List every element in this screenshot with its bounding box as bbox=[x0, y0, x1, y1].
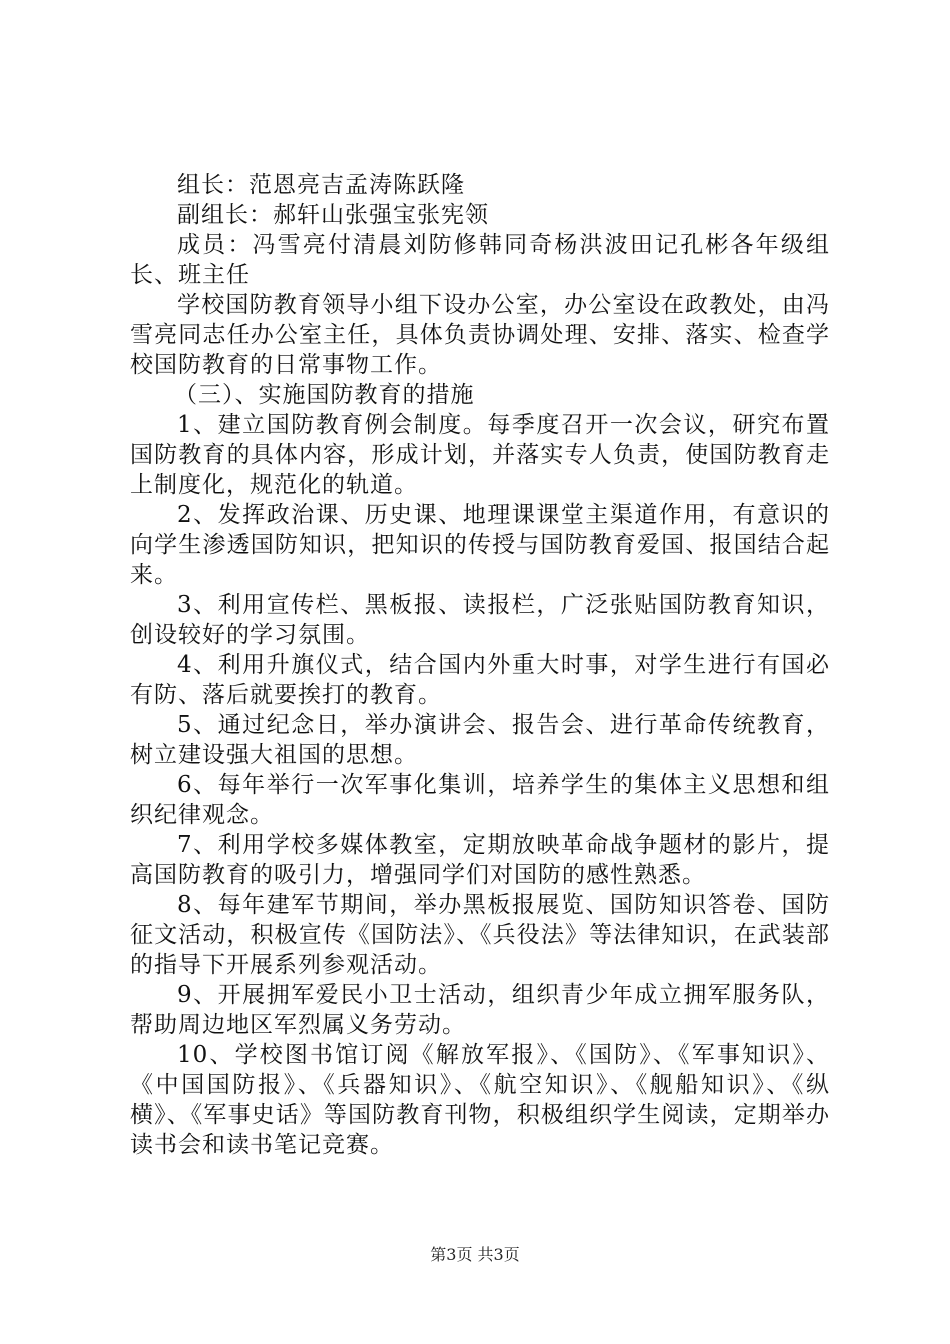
measure-item-8: 8、每年建军节期间，举办黑板报展览、国防知识答卷、国防征文活动，积极宣传《国防法》、《兵役法》等法律知识，在武装部的指导下开展系列参观活动。 bbox=[130, 892, 830, 978]
paragraph-deputy-leaders: 副组长：郝轩山张强宝张宪领 bbox=[177, 202, 489, 228]
paragraph-office: 学校国防教育领导小组下设办公室，办公室设在政教处，由冯雪亮同志任办公室主任，具体负责协调处理、安排、落实、检查学校国防教育的日常事物工作。 bbox=[130, 292, 830, 378]
measure-item-6: 6、每年举行一次军事化集训，培养学生的集体主义思想和组织纪律观念。 bbox=[130, 772, 830, 828]
measure-item-3: 3、利用宣传栏、黑板报、读报栏，广泛张贴国防教育知识，创设较好的学习氛围。 bbox=[130, 592, 830, 648]
section-heading-measures: （三）、实施国防教育的措施 bbox=[174, 382, 475, 408]
measure-item-4: 4、利用升旗仪式，结合国内外重大时事，对学生进行有国必有防、落后就要挨打的教育。 bbox=[130, 652, 830, 708]
measure-item-10: 10、学校图书馆订阅《解放军报》、《国防》、《军事知识》、《中国国防报》、《兵器知识》、《航空知识》、《舰船知识》、《纵横》、《军事史话》等国防教育刊物，积极组织学生阅读，定期举办读书会和读书笔记竞赛。 bbox=[130, 1042, 830, 1158]
paragraph-members: 成员：冯雪亮付清晨刘防修韩同奇杨洪波田记孔彬各年级组长、班主任 bbox=[130, 232, 830, 288]
document-body bbox=[130, 170, 830, 1160]
measure-item-5: 5、通过纪念日，举办演讲会、报告会、进行革命传统教育，树立建设强大祖国的思想。 bbox=[130, 712, 830, 768]
measure-item-9: 9、开展拥军爱民小卫士活动，组织青少年成立拥军服务队，帮助周边地区军烈属义务劳动。 bbox=[130, 982, 830, 1038]
measure-item-7: 7、利用学校多媒体教室，定期放映革命战争题材的影片，提高国防教育的吸引力，增强同学们对国防的感性熟悉。 bbox=[130, 832, 830, 888]
measure-item-2: 2、发挥政治课、历史课、地理课课堂主渠道作用，有意识的向学生渗透国防知识，把知识的传授与国防教育爱国、报国结合起来。 bbox=[130, 502, 830, 588]
paragraph-group-leaders: 组长：范恩亮吉孟涛陈跃隆 bbox=[177, 172, 465, 198]
measure-item-1: 1、建立国防教育例会制度。每季度召开一次会议，研究布置国防教育的具体内容，形成计划，并落实专人负责，使国防教育走上制度化，规范化的轨道。 bbox=[130, 412, 830, 498]
page-number-footer: 第3页 共3页 bbox=[430, 1245, 520, 1264]
